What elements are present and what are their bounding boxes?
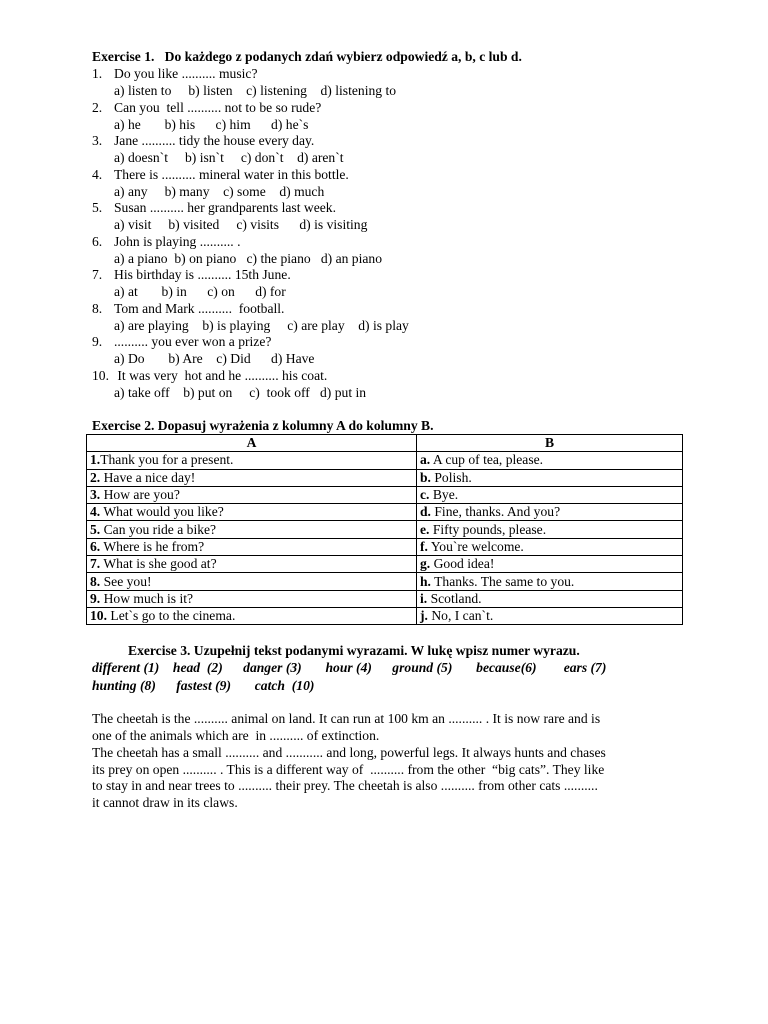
options-6: a) a piano b) on piano c) the piano d) an piano (114, 251, 383, 266)
table-row (87, 607, 683, 624)
cell-a: 7. What is she good at? (87, 556, 417, 573)
cell-a: 8. See you! (87, 573, 417, 590)
cell-b: c. Bye. (417, 486, 683, 503)
question-1: 1. Do you like .......... music? (92, 66, 258, 81)
question-5: 5. Susan .......... her grandparents last week. (92, 200, 336, 215)
cell-a: 2. Have a nice day! (87, 469, 417, 486)
table-row (87, 452, 683, 469)
cell-a: 9. How much is it? (87, 590, 417, 607)
table-row (87, 556, 683, 573)
options-8: a) are playing b) is playing c) are play d) is play (114, 318, 409, 333)
table-row (87, 573, 683, 590)
question-10: 10. It was very hot and he .......... his coat. (92, 368, 328, 383)
question-6: 6. John is playing .......... . (92, 234, 241, 249)
options-4: a) any b) many c) some d) much (114, 184, 325, 199)
text-line: one of the animals which are in .......... of extinction. (92, 728, 380, 743)
table-row (87, 486, 683, 503)
cell-b: a. A cup of tea, please. (417, 452, 683, 469)
exercise-1-instruction: Do każdego z podanych zdań wybierz odpowiedź a, b, c lub d. (164, 49, 522, 64)
matching-table (86, 434, 683, 625)
exercise-2-title: Exercise 2. Dopasuj wyrażenia z kolumny A do kolumny B. (92, 418, 434, 433)
table-row (87, 521, 683, 538)
options-3: a) doesn`t b) isn`t c) don`t d) aren`t (114, 150, 344, 165)
exercise-3-title: Exercise 3. Uzupełnij tekst podanymi wyrazami. W lukę wpisz numer wyrazu. (128, 643, 580, 658)
word-bank-line-2: hunting (8) fastest (9) catch (10) (92, 678, 315, 693)
table-header-row (87, 435, 683, 452)
table-row (87, 469, 683, 486)
text-line: The cheetah is the .......... animal on land. It can run at 100 km an .......... . It is now rare and is (92, 711, 601, 726)
cell-b: b. Polish. (417, 469, 683, 486)
word-bank-line-1: different (1) head (2) danger (3) hour (4) ground (5) because(6) ears (7) (92, 660, 607, 675)
exercise-1-title: Exercise 1. (92, 49, 155, 64)
options-2: a) he b) his c) him d) he`s (114, 117, 309, 132)
options-7: a) at b) in c) on d) for (114, 284, 286, 299)
cell-b: f. You`re welcome. (417, 538, 683, 555)
exercise-1-heading (92, 49, 522, 65)
cell-a: 5. Can you ride a bike? (87, 521, 417, 538)
question-2: 2. Can you tell .......... not to be so rude? (92, 100, 322, 115)
text-line: The cheetah has a small .......... and ........... and long, powerful legs. It always hunts and chases (92, 745, 606, 760)
cell-a: 4. What would you like? (87, 504, 417, 521)
cell-b: i. Scotland. (417, 590, 683, 607)
question-7: 7. His birthday is .......... 15th June. (92, 267, 291, 282)
cell-a: 1.Thank you for a present. (87, 452, 417, 469)
table-row (87, 590, 683, 607)
cell-b: g. Good idea! (417, 556, 683, 573)
text-line: to stay in and near trees to .......... their prey. The cheetah is also .......... from other cats .......... (92, 778, 598, 793)
question-9: 9. .......... you ever won a prize? (92, 334, 272, 349)
table-row (87, 538, 683, 555)
cell-b: e. Fifty pounds, please. (417, 521, 683, 538)
text-line: its prey on open .......... . This is a different way of .......... from the other “big cats”. They like (92, 762, 605, 777)
cell-b: h. Thanks. The same to you. (417, 573, 683, 590)
table-row (87, 504, 683, 521)
column-a-header: A (87, 435, 417, 452)
options-1: a) listen to b) listen c) listening d) listening to (114, 83, 397, 98)
options-9: a) Do b) Are c) Did d) Have (114, 351, 315, 366)
column-b-header: B (417, 435, 683, 452)
question-3: 3. Jane .......... tidy the house every day. (92, 133, 315, 148)
question-4: 4. There is .......... mineral water in this bottle. (92, 167, 349, 182)
cell-a: 3. How are you? (87, 486, 417, 503)
cell-b: d. Fine, thanks. And you? (417, 504, 683, 521)
cell-b: j. No, I can`t. (417, 607, 683, 624)
options-5: a) visit b) visited c) visits d) is visiting (114, 217, 368, 232)
options-10: a) take off b) put on c) took off d) put in (114, 385, 367, 400)
text-line: it cannot draw in its claws. (92, 795, 238, 810)
question-8: 8. Tom and Mark .......... football. (92, 301, 285, 316)
cell-a: 10. Let`s go to the cinema. (87, 607, 417, 624)
cell-a: 6. Where is he from? (87, 538, 417, 555)
